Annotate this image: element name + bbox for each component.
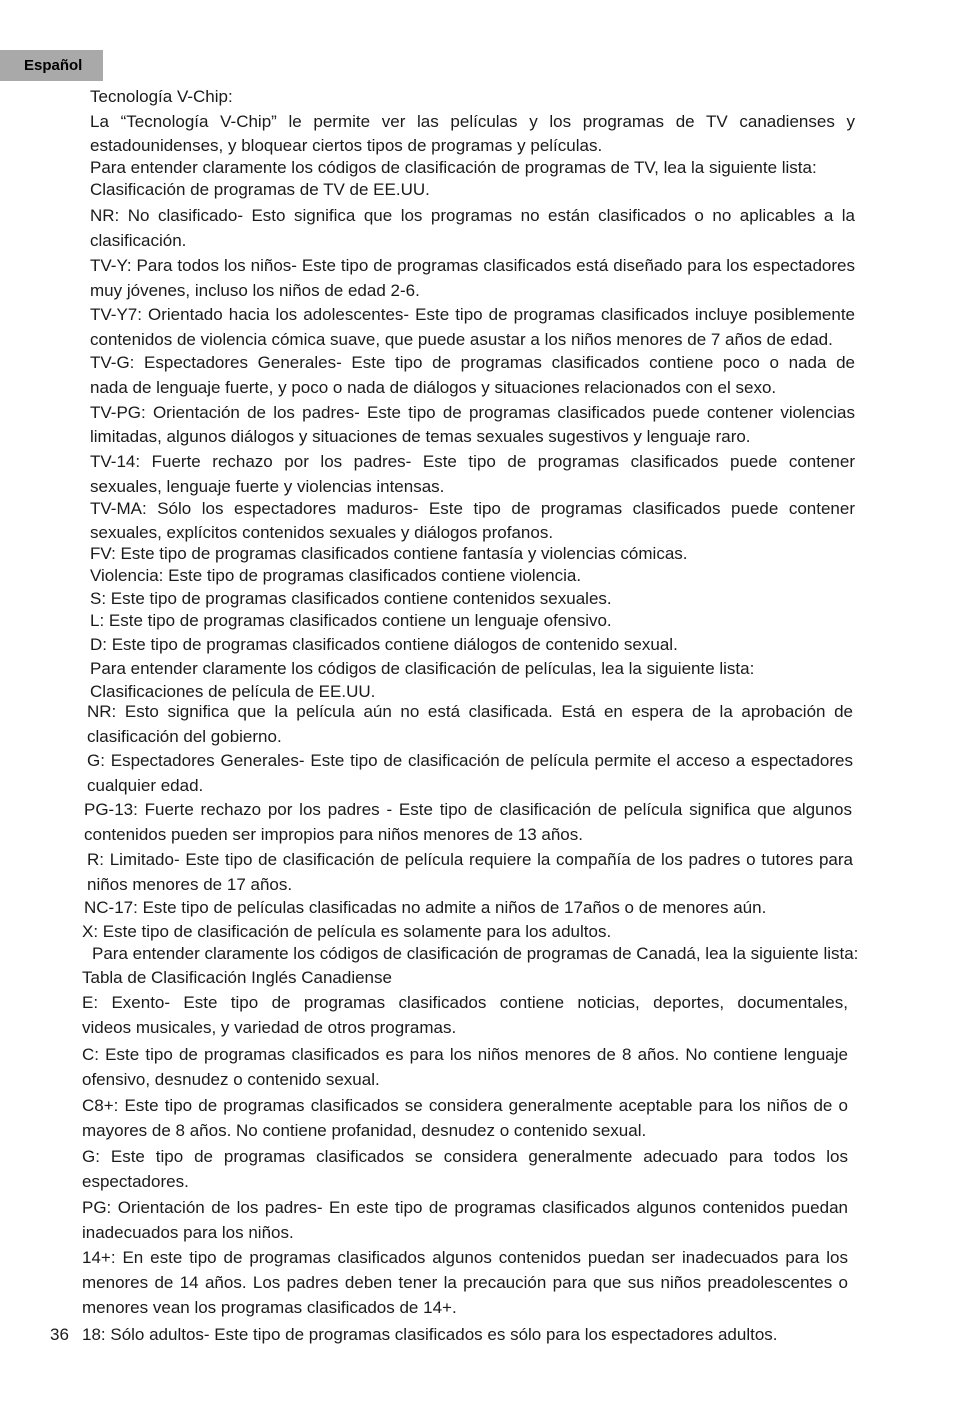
subheading: Tabla de Clasificación Inglés Canadiense <box>82 968 392 987</box>
rating-line: TV-14: Fuerte rechazo por los padres- Este tipo de programas clasificados puede contener <box>90 452 855 471</box>
rating-line: G: Espectadores Generales- Este tipo de clasificación de película permite el acceso a espectadores <box>87 751 853 770</box>
rating-line: R: Limitado- Este tipo de clasificación de película requiere la compañía de los padres o tutores para <box>87 850 853 869</box>
rating-line: menores vean los programas clasificados de 14+. <box>82 1298 457 1317</box>
rating-line: NC-17: Este tipo de películas clasificadas no admite a niños de 17años o de menores aún. <box>84 898 767 917</box>
rating-line: espectadores. <box>82 1172 189 1191</box>
rating-line: S: Este tipo de programas clasificados contiene contenidos sexuales. <box>90 589 612 608</box>
rating-line: nada de lenguaje fuerte, y poco o nada de diálogos y situaciones relacionados con el sexo. <box>90 378 777 397</box>
rating-line: C8+: Este tipo de programas clasificados se considera generalmente aceptable para los niños de o <box>82 1096 848 1115</box>
rating-line: TV-PG: Orientación de los padres- Este tipo de programas clasificados puede contener violencias <box>90 403 855 422</box>
rating-line: mayores de 8 años. No contiene profanidad, desnudez o contenido sexual. <box>82 1121 647 1140</box>
rating-line: PG: Orientación de los padres- En este tipo de programas clasificados algunos contenidos puedan <box>82 1198 848 1217</box>
subheading: Clasificación de programas de TV de EE.UU. <box>90 180 430 199</box>
rating-line: ofensivo, desnudez o contenido sexual. <box>82 1070 380 1089</box>
rating-line: X: Este tipo de clasificación de película es solamente para los adultos. <box>82 922 612 941</box>
rating-line: contenidos pueden ser impropios para niños menores de 13 años. <box>84 825 583 844</box>
paragraph-line: Para entender claramente los códigos de clasificación de programas de TV, lea la siguiente lista: <box>90 158 817 177</box>
rating-line: Violencia: Este tipo de programas clasificados contiene violencia. <box>90 566 582 585</box>
subheading: Clasificaciones de película de EE.UU. <box>90 682 376 701</box>
rating-line: contenidos de violencia cómica suave, que puede asustar a los niños menores de 7 años de edad. <box>90 330 833 349</box>
paragraph-line: Para entender claramente los códigos de clasificación de películas, lea la siguiente lista: <box>90 659 755 678</box>
section-heading: Tecnología V-Chip: <box>90 87 233 106</box>
rating-line: G: Este tipo de programas clasificados se considera generalmente adecuado para todos los <box>82 1147 848 1166</box>
rating-line: muy jóvenes, incluso los niños de edad 2-6. <box>90 281 420 300</box>
rating-line: NR: No clasificado- Esto significa que los programas no están clasificados o no aplicables a la <box>90 206 855 225</box>
rating-line: TV-G: Espectadores Generales- Este tipo de programas clasificados contiene poco o nada de <box>90 353 855 372</box>
paragraph-line: estadounidenses, y bloquear ciertos tipos de programas y películas. <box>90 136 603 155</box>
rating-line: niños menores de 17 años. <box>87 875 293 894</box>
page-number: 36 <box>50 1325 69 1344</box>
rating-line: clasificación del gobierno. <box>87 727 282 746</box>
rating-line: TV-Y7: Orientado hacia los adolescentes- Este tipo de programas clasificados incluye posiblemente <box>90 305 855 324</box>
rating-line: C: Este tipo de programas clasificados es para los niños menores de 8 años. No contiene lenguaje <box>82 1045 848 1064</box>
rating-line: 14+: En este tipo de programas clasificados algunos contenidos puedan ser inadecuados para los <box>82 1248 848 1267</box>
rating-line: clasificación. <box>90 231 187 250</box>
rating-line: videos musicales, y variedad de otros programas. <box>82 1018 457 1037</box>
rating-line: menores de 14 años. Los padres deben tener la precaución para que sus niños preadolescentes o <box>82 1273 848 1292</box>
rating-line: sexuales, lenguaje fuerte y violencias intensas. <box>90 477 445 496</box>
rating-line: TV-Y: Para todos los niños- Este tipo de programas clasificados está diseñado para los espectadores <box>90 256 855 275</box>
rating-line: inadecuados para los niños. <box>82 1223 294 1242</box>
rating-line: NR: Esto significa que la película aún no está clasificada. Está en espera de la aprobación de <box>87 702 853 721</box>
rating-line: limitadas, algunos diálogos y situaciones de temas sexuales sugestivos y lenguaje raro. <box>90 427 751 446</box>
rating-line: L: Este tipo de programas clasificados contiene un lenguaje ofensivo. <box>90 611 612 630</box>
rating-line: FV: Este tipo de programas clasificados contiene fantasía y violencias cómicas. <box>90 544 688 563</box>
language-tab: Español <box>0 50 103 81</box>
rating-line: cualquier edad. <box>87 776 204 795</box>
rating-line: 18: Sólo adultos- Este tipo de programas clasificados es sólo para los espectadores adultos. <box>82 1325 778 1344</box>
paragraph-line: Para entender claramente los códigos de clasificación de programas de Canadá, lea la siguiente lista: <box>92 944 859 963</box>
rating-line: TV-MA: Sólo los espectadores maduros- Este tipo de programas clasificados puede contener <box>90 499 855 518</box>
rating-line: D: Este tipo de programas clasificados contiene diálogos de contenido sexual. <box>90 635 678 654</box>
rating-line: E: Exento- Este tipo de programas clasificados contiene noticias, deportes, documentales, <box>82 993 848 1012</box>
rating-line: sexuales, explícitos contenidos sexuales y diálogos profanos. <box>90 523 554 542</box>
rating-line: PG-13: Fuerte rechazo por los padres - Este tipo de clasificación de película significa que algunos <box>84 800 852 819</box>
paragraph-line: La “Tecnología V-Chip” le permite ver las películas y los programas de TV canadienses y <box>90 112 855 131</box>
